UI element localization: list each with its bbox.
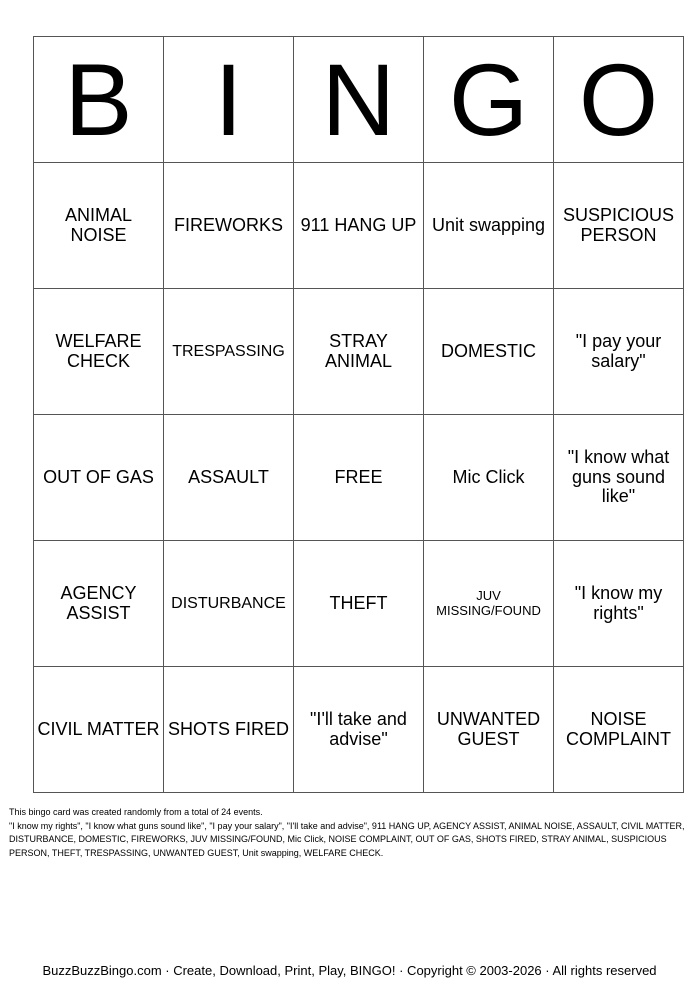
bingo-cell: "I know my rights" <box>554 541 684 667</box>
bingo-header-row <box>34 37 684 163</box>
card-info-summary: This bingo card was created randomly from a total of 24 events. <box>9 807 263 817</box>
header-letter-b: B <box>34 37 164 163</box>
header-letter-o: O <box>554 37 684 163</box>
bingo-cell: AGENCY ASSIST <box>34 541 164 667</box>
bingo-cell: SUSPICIOUS PERSON <box>554 163 684 289</box>
bingo-row <box>34 541 684 667</box>
card-info-event-list: "I know my rights", "I know what guns sound like", "I pay your salary", "I'll take and advise", 911 HANG UP, AGENCY ASSIST, ANIMAL NOISE, ASSAULT, CIVIL MATTER, DISTURBANCE, DOMESTIC, FIREWORKS, JUV MISSING/FOUND, Mic Click, NOISE COMPLAINT, OUT OF GAS, SHOTS FIRED, STRAY ANIMAL, SUSPICIOUS PERSON, THEFT, TRESPASSING, UNWANTED GUEST, Unit swapping, WELFARE CHECK. <box>9 820 685 858</box>
bingo-cell: STRAY ANIMAL <box>294 289 424 415</box>
bingo-cell: THEFT <box>294 541 424 667</box>
bingo-cell: 911 HANG UP <box>294 163 424 289</box>
bingo-card <box>33 36 684 793</box>
bingo-cell: OUT OF GAS <box>34 415 164 541</box>
bingo-cell: NOISE COMPLAINT <box>554 667 684 793</box>
bingo-cell: ANIMAL NOISE <box>34 163 164 289</box>
bingo-row <box>34 667 684 793</box>
header-letter-i: I <box>164 37 294 163</box>
bingo-cell: "I pay your salary" <box>554 289 684 415</box>
bingo-cell: Unit swapping <box>424 163 554 289</box>
bingo-cell: JUV MISSING/FOUND <box>424 541 554 667</box>
bingo-cell: TRESPASSING <box>164 289 294 415</box>
bingo-cell: CIVIL MATTER <box>34 667 164 793</box>
bingo-row <box>34 415 684 541</box>
header-letter-n: N <box>294 37 424 163</box>
header-letter-g: G <box>424 37 554 163</box>
free-space: FREE <box>294 415 424 541</box>
bingo-cell: Mic Click <box>424 415 554 541</box>
bingo-cell: "I'll take and advise" <box>294 667 424 793</box>
bingo-cell: DOMESTIC <box>424 289 554 415</box>
card-info <box>9 806 689 860</box>
bingo-cell: FIREWORKS <box>164 163 294 289</box>
bingo-cell: "I know what guns sound like" <box>554 415 684 541</box>
bingo-cell: UNWANTED GUEST <box>424 667 554 793</box>
bingo-cell: WELFARE CHECK <box>34 289 164 415</box>
bingo-cell: DISTURBANCE <box>164 541 294 667</box>
bingo-cell: SHOTS FIRED <box>164 667 294 793</box>
bingo-cell: ASSAULT <box>164 415 294 541</box>
bingo-row <box>34 163 684 289</box>
bingo-row <box>34 289 684 415</box>
site-footer: BuzzBuzzBingo.com · Create, Download, Print, Play, BINGO! · Copyright © 2003-2026 · All rights reserved <box>42 963 657 978</box>
